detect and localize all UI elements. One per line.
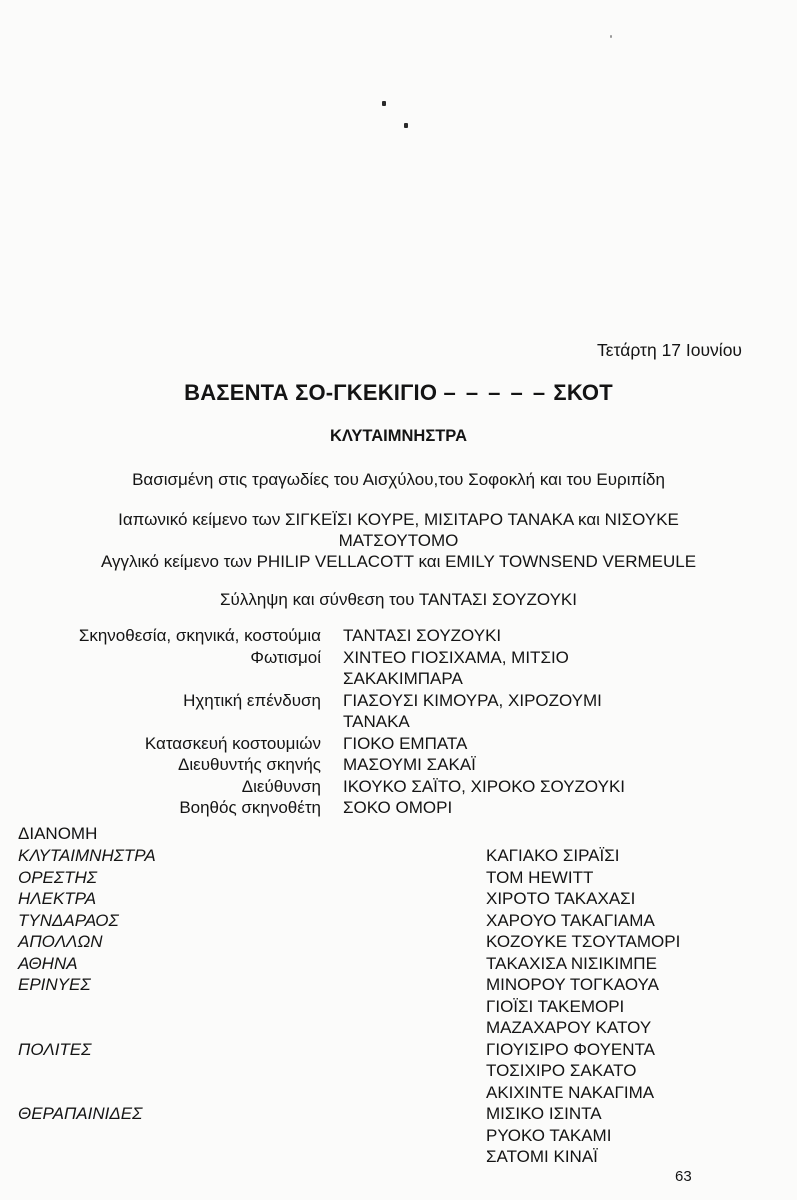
cast-role xyxy=(18,1017,156,1039)
page-title xyxy=(0,380,797,406)
page-number: 63 xyxy=(675,1168,692,1185)
scan-speck xyxy=(382,101,386,106)
credit-name: ΧΙΝΤΕΟ ΓΙΟΣΙΧΑΜΑ, ΜΙΤΣΙΟ xyxy=(343,647,569,667)
cast-name: ΜΑΖΑΧΑΡΟΥ ΚΑΤΟΥ xyxy=(486,1018,652,1037)
credit-role: Σκηνοθεσία, σκηνικά, κοστούμια xyxy=(78,626,321,645)
cast-name: ΤΟΣΙΧΙΡΟ ΣΑΚΑΤΟ xyxy=(486,1061,637,1080)
cast-heading: ΔΙΑΝΟΜΗ xyxy=(18,824,98,843)
credit-role: Διευθυντής σκηνής xyxy=(178,755,321,774)
cast-role xyxy=(18,1082,156,1104)
credit-row xyxy=(0,647,797,669)
credit-role: Φωτισμοί xyxy=(250,647,321,667)
cast-role: ΟΡΕΣΤΗΣ xyxy=(18,867,97,887)
credit-row xyxy=(0,754,797,776)
cast-role xyxy=(18,1060,156,1082)
cast-name: ΓΙΟΥΙΣΙΡΟ ΦΟΥΕΝΤΑ xyxy=(486,1039,655,1059)
english-text-line: Αγγλικό κείμενο των PHILIP VELLACOTT και EMILY TOWNSEND VERMEULE xyxy=(100,552,697,571)
concept-line: Σύλληψη και σύνθεση του ΤΑΝΤΑΣΙ ΣΟΥΖΟΥΚΙ xyxy=(220,590,577,609)
cast-name: ΜΙΣΙΚΟ ΙΣΙΝΤΑ xyxy=(486,1104,602,1123)
credit-name: ΓΙΑΣΟΥΣΙ ΚΙΜΟΥΡΑ, ΧΙΡΟΖΟΥΜΙ xyxy=(343,690,602,710)
play-title: ΚΛΥΤΑΙΜΝΗΣΤΡΑ xyxy=(329,427,468,445)
scan-speck xyxy=(610,35,612,38)
cast-role: ΕΡΙΝΥΕΣ xyxy=(18,975,91,994)
cast-role: ΤΥΝΔΑΡΑΟΣ xyxy=(18,910,119,930)
credit-name: ΣΟΚΟ ΟΜΟΡΙ xyxy=(343,798,453,817)
credit-row xyxy=(0,797,797,819)
cast-name: ΡΥΟΚΟ ΤΑΚΑΜΙ xyxy=(486,1125,612,1145)
credits-list xyxy=(0,625,797,819)
credit-row xyxy=(0,668,797,690)
credit-role: Βοηθός σκηνοθέτη xyxy=(179,798,321,817)
cast-role xyxy=(18,1146,156,1168)
credit-name: ΤΑΝΤΑΣΙ ΣΟΥΖΟΥΚΙ xyxy=(343,626,502,645)
cast-role: ΗΛΕΚΤΡΑ xyxy=(18,889,97,908)
title-company: ΒΑΣΕΝΤΑ ΣΟ-ΓΚΕΚΙΓΙΟ xyxy=(184,380,438,405)
cast-name: ΧΑΡΟΥΟ ΤΑΚΑΓΙΑΜΑ xyxy=(486,910,655,930)
credit-row xyxy=(0,776,797,798)
credit-role: Κατασκευή κοστουμιών xyxy=(144,733,321,753)
cast-name: ΜΙΝΟΡΟΥ ΤΟΓΚΑΟΥΑ xyxy=(486,975,659,994)
cast-names-column xyxy=(486,845,680,1168)
credit-role: Διεύθυνση xyxy=(241,776,321,796)
cast-name: ΚΑΓΙΑΚΟ ΣΙΡΑΪΣΙ xyxy=(486,846,620,865)
cast-name: ΤΑΚΑΧΙΣΑ ΝΙΣΙΚΙΜΠΕ xyxy=(486,953,657,973)
cast-role: ΘΕΡΑΠΑΙΝΙΔΕΣ xyxy=(18,1104,143,1123)
cast-roles-column xyxy=(18,845,156,1168)
cast-name: ΧΙΡΟΤΟ ΤΑΚΑΧΑΣΙ xyxy=(486,889,636,908)
japanese-text-line-2: ΜΑΤΣΟΥΤΟΜΟ xyxy=(338,531,459,550)
credit-name: ΓΙΟΚΟ ΕΜΠΑΤΑ xyxy=(343,733,468,753)
credit-row xyxy=(0,711,797,733)
cast-name: TOM HEWITT xyxy=(486,867,594,887)
credit-name: ΣΑΚΑΚΙΜΠΑΡΑ xyxy=(343,669,463,688)
cast-role xyxy=(18,1125,156,1147)
cast-role: ΑΘΗΝΑ xyxy=(18,953,78,973)
cast-name: ΑΚΙΧΙΝΤΕ ΝΑΚΑΓΙΜΑ xyxy=(486,1082,655,1102)
credit-row xyxy=(0,625,797,647)
based-on-line: Βασισμένη στις τραγωδίες του Αισχύλου,του Σοφοκλή και του Ευριπίδη xyxy=(132,470,665,489)
title-dashes: – – – – – xyxy=(443,380,548,405)
performance-date: Τετάρτη 17 Ιουνίου xyxy=(597,340,742,360)
cast-role: ΑΠΟΛΛΩΝ xyxy=(18,932,103,951)
title-director: ΣΚΟΤ xyxy=(553,380,613,405)
cast-role: ΚΛΥΤΑΙΜΝΗΣΤΡΑ xyxy=(18,846,156,865)
credit-name: ΤΑΝΑΚΑ xyxy=(343,712,410,731)
credit-name: ΙΚΟΥΚΟ ΣΑΪΤΟ, ΧΙΡΟΚΟ ΣΟΥΖΟΥΚΙ xyxy=(343,776,626,796)
credit-role xyxy=(0,668,343,690)
cast-role xyxy=(18,996,156,1018)
cast-name: ΚΟΖΟΥΚΕ ΤΣΟΥΤΑΜΟΡΙ xyxy=(486,932,681,951)
cast-role: ΠΟΛΙΤΕΣ xyxy=(18,1039,92,1059)
scan-speck xyxy=(404,123,408,128)
cast-name: ΓΙΟΪΣΙ ΤΑΚΕΜΟΡΙ xyxy=(486,996,625,1016)
credit-role: Ηχητική επένδυση xyxy=(183,690,321,710)
cast-name: ΣΑΤΟΜΙ ΚΙΝΑΪ xyxy=(486,1147,598,1166)
credit-row xyxy=(0,733,797,755)
credit-role xyxy=(0,711,343,733)
credit-row xyxy=(0,690,797,712)
credit-name: ΜΑΣΟΥΜΙ ΣΑΚΑΪ xyxy=(343,755,476,774)
japanese-text-line-1: Ιαπωνικό κείμενο των ΣΙΓΚΕΪΣΙ ΚΟΥΡΕ, ΜΙΣΙΤΑΡΟ ΤΑΝΑΚΑ και ΝΙΣΟΥΚΕ xyxy=(118,510,679,529)
